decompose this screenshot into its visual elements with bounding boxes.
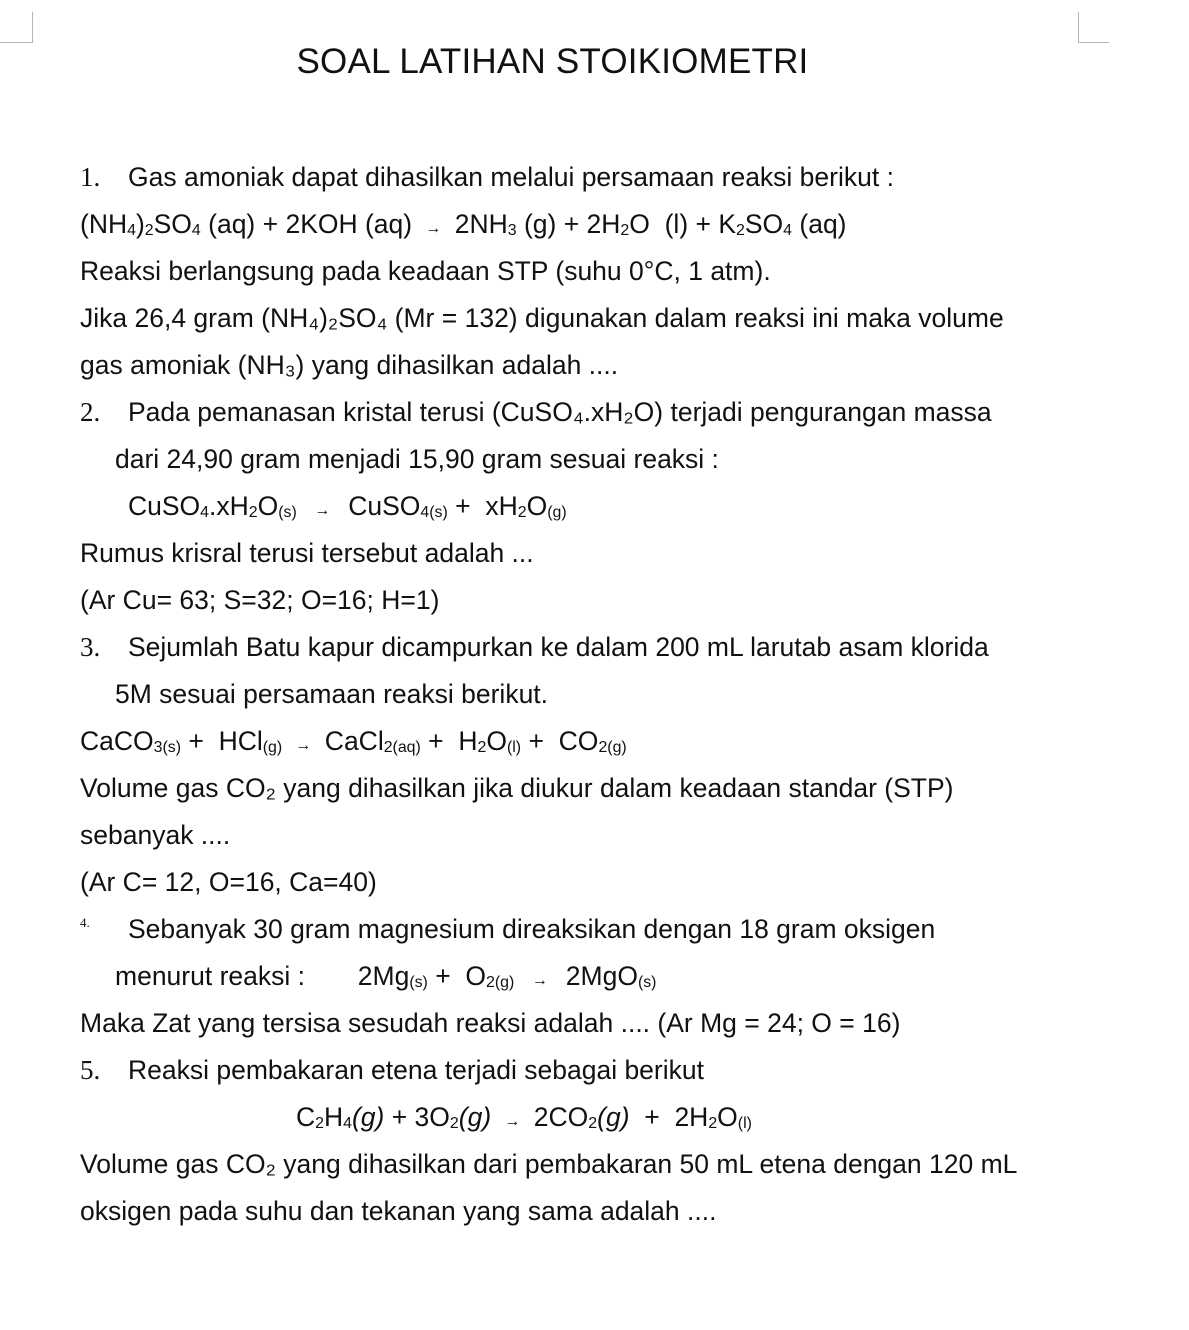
q3-number: 3. <box>80 632 101 662</box>
q4-number: 4. <box>80 915 90 930</box>
q5-question-a: Volume gas CO₂ yang dihasilkan dari pembakaran 50 mL etena dengan 120 mL <box>80 1149 1018 1179</box>
q4-intro-line <box>80 912 935 946</box>
q5-number: 5. <box>80 1055 101 1085</box>
q2-question: Rumus krisral terusi tersebut adalah ... <box>80 538 534 568</box>
q2-intro-a: Pada pemanasan kristal terusi (CuSO₄.xH₂O) terjadi pengurangan massa <box>128 397 992 427</box>
q2-intro-b: dari 24,90 gram menjadi 15,90 gram sesuai reaksi : <box>115 444 719 474</box>
q1-intro: Gas amoniak dapat dihasilkan melalui persamaan reaksi berikut : <box>128 162 894 192</box>
q4-question: Maka Zat yang tersisa sesudah reaksi adalah .... (Ar Mg = 24; O = 16) <box>80 1008 901 1038</box>
q2-number: 2. <box>80 397 101 427</box>
q1-reaction-equation: $(NH_4)_2SO_4$ (aq) + 2KOH $(aq) \to 2NH_3$ $(g) + 2H_2O$ $(l) + K_2SO_4$ (aq) <box>80 209 847 239</box>
q1-question: gas amoniak (NH₃) yang dihasilkan adalah .... <box>80 350 619 380</box>
q2-ar: (Ar Cu= 63; S=32; O=16; H=1) <box>80 585 440 615</box>
page-title: SOAL LATIHAN STOIKIOMETRI <box>296 42 809 81</box>
q4-intro: Sebanyak 30 gram magnesium direaksikan dengan 18 gram oksigen <box>128 914 936 944</box>
crop-mark-top-left <box>0 12 33 43</box>
q2-reaction-equation: $CuSO_4.xH_2O_{(s)}$ → CuSO$_{4(s)}$ + $xH_2O_{(g)}$ <box>128 491 567 521</box>
q3-intro-a: Sejumlah Batu kapur dicampurkan ke dalam 200 mL larutab asam klorida <box>128 632 989 662</box>
q3-question-a: Volume gas CO₂ yang dihasilkan jika diukur dalam keadaan standar (STP) <box>80 773 954 803</box>
q5-question-b: oksigen pada suhu dan tekanan yang sama adalah .... <box>80 1196 717 1226</box>
q3-intro-line <box>80 630 989 664</box>
q1-intro-line <box>80 160 894 194</box>
q3-intro-b: 5M sesuai persamaan reaksi berikut. <box>115 679 549 709</box>
q3-question-b: sebanyak .... <box>80 820 231 850</box>
q3-ar: (Ar C= 12, O=16, Ca=40) <box>80 867 377 897</box>
q1-given: Jika 26,4 gram (NH₄)₂SO₄ (Mr = 132) digunakan dalam reaksi ini maka volume <box>80 303 1004 333</box>
q4-reaction-label: menurut reaksi : <box>115 961 305 991</box>
q3-reaction-equation: CaCO$_{3(s)}$ + HCl$_{(g)}$ → CaCl$_{2(aq)}$ + $H_2O_{(l)} + CO_{2(g)}$ <box>80 726 627 756</box>
q5-intro: Reaksi pembakaran etena terjadi sebagai berikut <box>128 1055 704 1085</box>
q4-reaction-line <box>115 959 656 998</box>
q4-reaction-equation: $2Mg_{(s)} + O_{2(g)} \to 2MgO_{(s)}$ <box>357 961 657 991</box>
q1-conditions: Reaksi berlangsung pada keadaan STP (suhu 0°C, 1 atm). <box>80 256 771 286</box>
q5-reaction-equation: $C_2H_4(g) + 3O_2(g) \to 2CO_2(g) + 2H_2O_{(l)}$ <box>296 1102 752 1132</box>
crop-mark-top-right <box>1078 12 1109 43</box>
q2-intro-line <box>80 395 992 429</box>
q5-intro-line <box>80 1053 704 1087</box>
q1-number: 1. <box>80 162 101 192</box>
